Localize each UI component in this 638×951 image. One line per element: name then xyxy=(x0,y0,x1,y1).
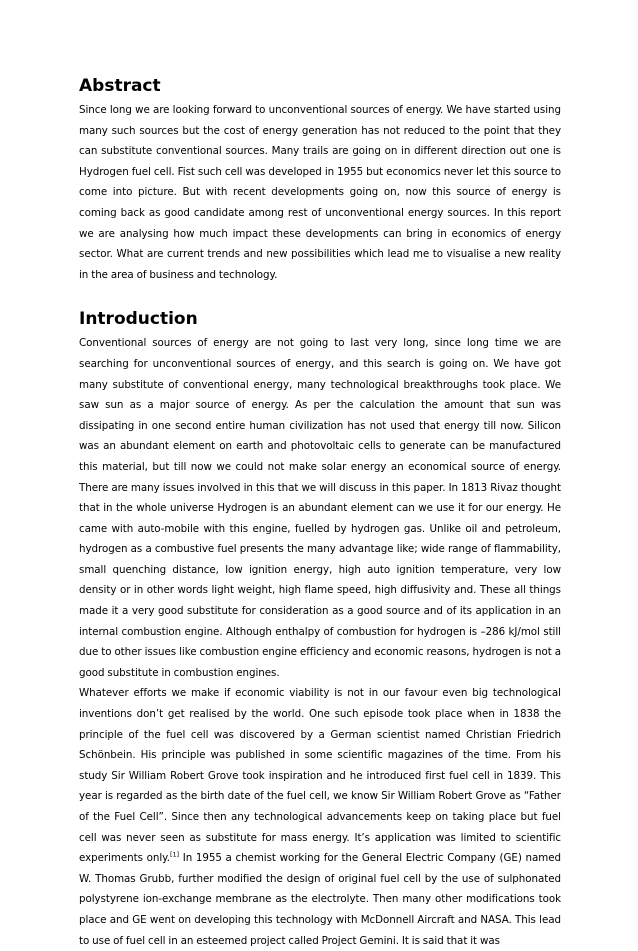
paragraph-2-text-b: In 1955 a chemist working for the General Electric Company (GE) named W. Thomas Grubb, further modified the design of original fuel cell by the use of sulphonated polystyrene ion-exchange membrane as the electrolyte. Then many other modifications took place and GE went on developing this technology with McDonnell Aircraft and NASA. This lead to use of fuel cell in an esteemed project called Project Gemini. It is said that it was xyxy=(79,852,561,947)
abstract-section xyxy=(79,75,561,285)
abstract-paragraph: Since long we are looking forward to unconventional sources of energy. We have started using many such sources but the cost of energy generation has not reduced to the point that they can substitute conventional sources. Many trails are going on in different direction out one is Hydrogen fuel cell. Fist such cell was developed in 1955 but economics never let this source to come into picture. But with recent developments going on, now this source of energy is coming back as good candidate among rest of unconventional energy sources. In this report we are analysing how much impact these developments can bring in economics of energy sector. What are current trends and new possibilities which lead me to visualise a new reality in the area of business and technology. xyxy=(79,104,561,281)
introduction-section xyxy=(79,308,561,951)
abstract-heading: Abstract xyxy=(79,76,161,96)
introduction-heading: Introduction xyxy=(79,309,198,330)
paragraph-2-text-a: Whatever efforts we make if economic viability is not in our favour even big technological inventions don’t get realised by the world. One such episode took place when in 1838 the principle of the fuel cell was discovered by a German scientist named Christian Friedrich Schönbein. His principle was published in some scientific magazines of the time. From his study Sir William Robert Grove took inspiration and he introduced first fuel cell in 1839. This year is regarded as the birth date of the fuel cell, we know Sir William Robert Grove as “Father of the Fuel Cell”. Since then any technological advancements keep on taking place but fuel cell was never seen as substitute for mass energy. It’s application was limited to scientific experiments only. xyxy=(79,687,561,865)
citation-1[interactable]: [1] xyxy=(169,850,180,859)
introduction-paragraph-1: Conventional sources of energy are not going to last very long, since long time we are searching for unconventional sources of energy, and this search is going on. We have got many substitute of conventional energy, many technological breakthroughs took place. We saw sun as a major source of energy. As per the calculation the amount that sun was dissipating in one second entire human civilization has not used that energy till now. Silicon was an abundant element on earth and photovoltaic cells to generate can be manufactured this material, but till now we could not make solar energy an economical source of energy. There are many issues involved in this that we will discuss in this paper. In 1813 Rivaz thought that in the whole universe Hydrogen is an abundant element can we use it for our energy. He came with auto-mobile with this engine, fuelled by hydrogen gas. Unlike oil and petroleum, hydrogen as a combustive fuel presents the many advantage like; wide range of flammability, small quenching distance, low ignition energy, high auto ignition temperature, very low density or in other words light weight, high flame speed, high diffusivity and. These all things made it a very good substitute for consideration as a good source and of its application in an internal combustion engine. Although enthalpy of combustion for hydrogen is –286 kJ/mol still due to other issues like combustion engine efficiency and economic reasons, hydrogen is not a good substitute in combustion engines. xyxy=(79,337,561,679)
document-page xyxy=(79,75,561,951)
introduction-paragraph-2 xyxy=(79,683,561,951)
